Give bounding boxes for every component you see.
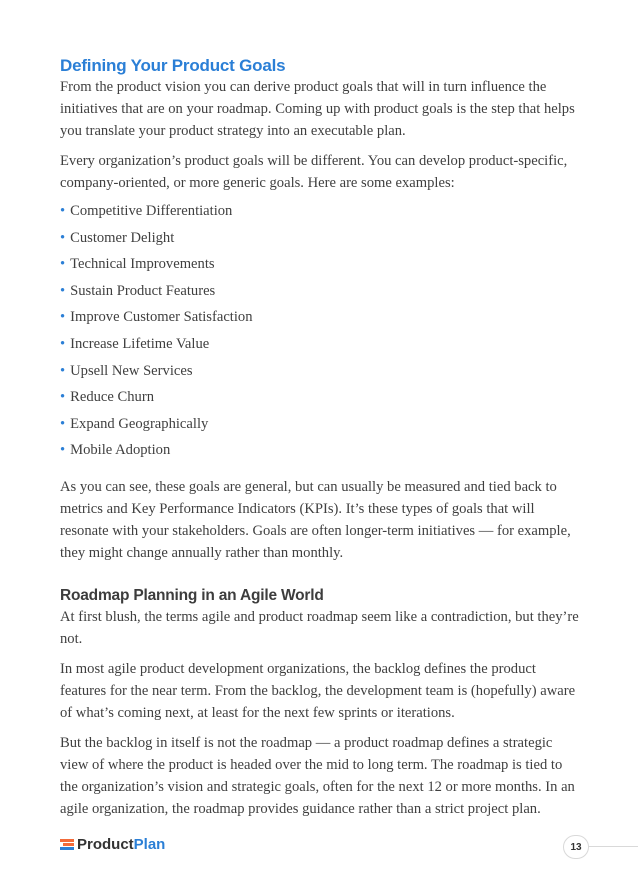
paragraph-examples-intro: Every organization’s product goals will be different. You can develop product-specific, company-oriented, or more generic goals. Here are some examples: <box>60 153 568 191</box>
list-item: • Increase Lifetime Value <box>60 335 210 352</box>
list-item: • Competitive Differentiation <box>60 203 233 219</box>
bullet-icon: • <box>60 203 66 219</box>
section-heading: Defining Your Product Goals <box>60 56 286 75</box>
footer-divider <box>588 846 638 847</box>
bullet-icon: • <box>60 389 66 406</box>
list-item: • Upsell New Services <box>60 362 193 379</box>
list-item: • Technical Improvements <box>60 256 215 273</box>
paragraph-goals-summary: As you can see, these goals are general, but can usually be measured and tied back to metrics and Key Performance Indicators (KPIs). It’s these types of goals that will resonate with your stakeholders. Goals are often longer-term initiatives — for example, they might change annually rather than monthly. <box>60 478 571 561</box>
list-item: • Customer Delight <box>60 229 175 246</box>
logo-text-product: Product <box>77 835 134 853</box>
bullet-icon: • <box>60 335 66 352</box>
paragraph-roadmap: But the backlog in itself is not the roadmap — a product roadmap defines a strategic view of where the product is headed over the mid to long term. The roadmap is tied to the organization’s vision and strategic goals, often for the next 12 or more months. In an agile organization, the roadmap provides guidance rather than a strict project plan. <box>60 734 575 817</box>
list-item: • Expand Geographically <box>60 415 209 432</box>
bullet-icon: • <box>60 442 66 459</box>
list-item: • Reduce Churn <box>60 389 155 406</box>
paragraph-intro: From the product vision you can derive product goals that will in turn influence the initiatives that are on your roadmap. Coming up with product goals is the step that helps you translate your product strategy into an executable plan. <box>60 79 575 139</box>
subsection-heading: Roadmap Planning in an Agile World <box>60 586 324 604</box>
paragraph-agile-intro: At first blush, the terms agile and product roadmap seem like a contradiction, but they’re not. <box>60 608 579 647</box>
list-item: • Mobile Adoption <box>60 442 171 459</box>
logo-text-plan: Plan <box>133 835 166 853</box>
bullet-icon: • <box>60 282 66 299</box>
bullet-icon: • <box>60 362 66 379</box>
bullet-icon: • <box>60 415 66 432</box>
goals-list <box>60 198 580 464</box>
paragraph-backlog: In most agile product development organizations, the backlog defines the product features for the near term. From the backlog, the development team is (hopefully) aware of what’s coming next, at least for the next few sprints or iterations. <box>60 660 576 721</box>
productplan-logo <box>60 834 165 854</box>
page-content <box>60 56 580 820</box>
bullet-icon: • <box>60 309 66 326</box>
bullet-icon: • <box>60 229 66 246</box>
list-item: • Sustain Product Features <box>60 282 216 299</box>
bullet-icon: • <box>60 256 66 273</box>
list-item: • Improve Customer Satisfaction <box>60 309 253 326</box>
page-number: 13 <box>563 835 589 859</box>
productplan-logo-icon <box>60 839 74 850</box>
